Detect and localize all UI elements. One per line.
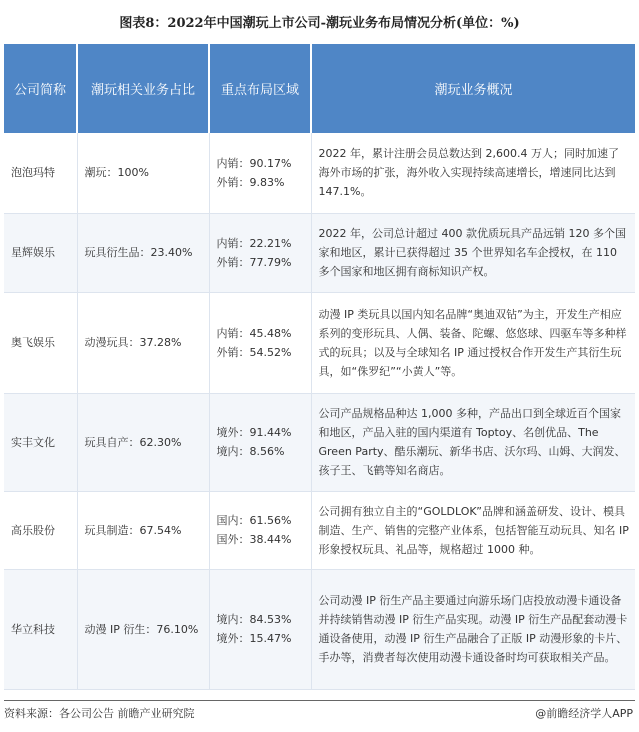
table-row — [4, 491, 635, 569]
region-value: 内销：45.48% — [216, 326, 292, 340]
region-value: 外销：9.83% — [216, 175, 285, 189]
region-value: 境外：91.44% — [216, 426, 292, 439]
company-name: 泡泡玛特 — [4, 133, 77, 213]
region-value: 国外：38.44% — [216, 533, 292, 546]
region-split — [209, 292, 311, 393]
company-name: 实丰文化 — [4, 393, 77, 491]
region-split — [209, 393, 311, 491]
company-name: 奥飞娱乐 — [4, 292, 77, 393]
region-value: 外销：54.52% — [216, 345, 292, 359]
region-value: 境内：84.53% — [216, 613, 292, 626]
business-summary: 公司拥有独立自主的“GOLDLOK”品牌和涵盖研发、设计、模具制造、生产、销售的完整产业体系，包括智能互动玩具、知名 IP 形象授权玩具、礼品等，规格超过 1000 种。 — [311, 491, 635, 569]
company-name: 华立科技 — [4, 569, 77, 689]
business-share: 玩具自产：62.30% — [77, 393, 209, 491]
footer-divider — [4, 700, 635, 701]
business-share: 动漫 IP 衍生：76.10% — [77, 569, 209, 689]
table-row — [4, 213, 635, 292]
business-share: 动漫玩具：37.28% — [77, 292, 209, 393]
business-summary: 公司动漫 IP 衍生产品主要通过向游乐场门店投放动漫卡通设备并持续销售动漫 IP 衍生产品实现。动漫 IP 衍生产品配套动漫卡通设备使用，动漫 IP 衍生产品融合了正版 IP 动漫形象的卡片、手办等，消费者每次使用动漫卡通设备时均可获取相关产品。 — [311, 569, 635, 689]
table-row — [4, 133, 635, 213]
region-split — [209, 491, 311, 569]
business-summary: 2022 年，累计注册会员总数达到 2,600.4 万人；同时加速了海外市场的扩张，海外收入实现持续高速增长，增速同比达到 147.1%。 — [311, 133, 635, 213]
header-share: 潮玩相关业务占比 — [77, 44, 209, 133]
company-name: 星辉娱乐 — [4, 213, 77, 292]
business-summary: 公司产品规格品种达 1,000 多种，产品出口到全球近百个国家和地区，产品入驻的国内渠道有 Toptoy、名创优品、The Green Party、酷乐潮玩、新华书店、沃尔玛、山姆、大润发、孩子王、飞鹤等知名商店。 — [311, 393, 635, 491]
brand-credit: @前瞻经济学人APP — [535, 707, 633, 720]
header-company: 公司简称 — [4, 44, 77, 133]
table-row — [4, 569, 635, 689]
region-value: 外销：77.79% — [216, 255, 292, 269]
region-value: 国内：61.56% — [216, 514, 292, 527]
header-region: 重点布局区域 — [209, 44, 311, 133]
region-value: 内销：90.17% — [216, 156, 292, 170]
business-layout-table — [4, 44, 635, 690]
company-name: 高乐股份 — [4, 491, 77, 569]
table-row — [4, 292, 635, 393]
table-header-row — [4, 44, 635, 133]
region-split — [209, 213, 311, 292]
region-value: 境内：8.56% — [216, 445, 285, 458]
header-summary: 潮玩业务概况 — [311, 44, 635, 133]
business-summary: 动漫 IP 类玩具以国内知名品牌“奥迪双钻”为主，开发生产相应系列的变形玩具、人偶、装备、陀螺、悠悠球、四驱车等多种样式的玩具；以及与全球知名 IP 通过授权合作开发生产其衍生玩具，如“侏罗纪”“小黄人”等。 — [311, 292, 635, 393]
business-summary: 2022 年，公司总计超过 400 款优质玩具产品远销 120 多个国家和地区，累计已获得超过 35 个世界知名车企授权，在 110 多个国家和地区拥有商标知识产权。 — [311, 213, 635, 292]
region-split — [209, 133, 311, 213]
business-share: 潮玩：100% — [77, 133, 209, 213]
source-note: 资料来源：各公司公告 前瞻产业研究院 — [4, 707, 195, 720]
chart-title: 图表8：2022年中国潮玩上市公司-潮玩业务布局情况分析(单位：%) — [119, 16, 520, 31]
table-row — [4, 393, 635, 491]
region-split — [209, 569, 311, 689]
region-value: 境外：15.47% — [216, 632, 292, 645]
business-share: 玩具衍生品：23.40% — [77, 213, 209, 292]
region-value: 内销：22.21% — [216, 236, 292, 250]
business-share: 玩具制造：67.54% — [77, 491, 209, 569]
